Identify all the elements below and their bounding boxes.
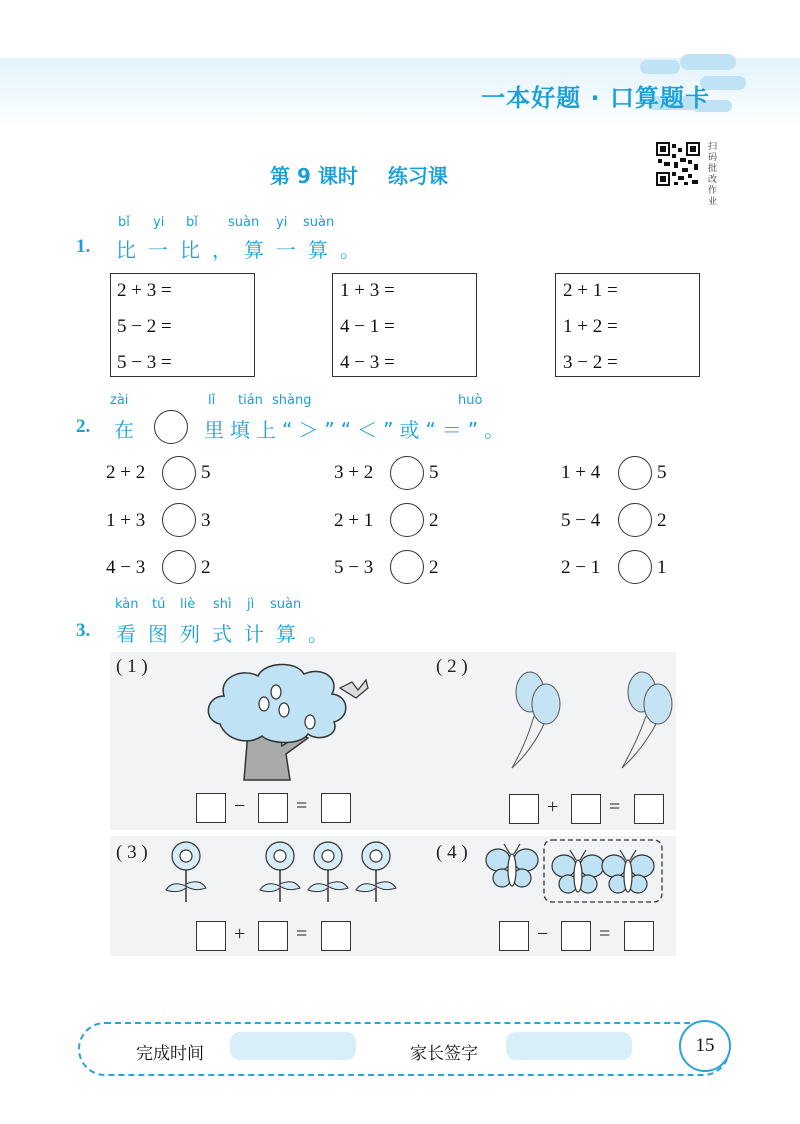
panel-label: ( 3 ) <box>116 842 148 863</box>
butterflies-picture <box>484 838 666 904</box>
equation: 5 − 3 = <box>117 352 172 373</box>
operator-sign: + <box>547 796 559 818</box>
equals-sign: = <box>296 923 308 945</box>
pinyin: bǐ <box>118 215 130 230</box>
equals-sign: = <box>599 923 611 945</box>
compare-right: 5 <box>657 462 667 483</box>
equals-sign: = <box>296 795 308 817</box>
answer-box[interactable] <box>634 794 664 824</box>
lesson-name: 练习课 <box>387 164 448 188</box>
compare-left: 2 + 2 <box>106 462 146 483</box>
answer-box[interactable] <box>509 794 539 824</box>
pinyin: huò <box>458 393 483 408</box>
compare-right: 2 <box>657 510 667 531</box>
tree-birds-picture <box>200 662 380 784</box>
compare-left: 4 − 3 <box>106 557 146 578</box>
cloud-decoration <box>640 60 680 74</box>
answer-box[interactable] <box>624 921 654 951</box>
parent-signature-label: 家长签字 <box>410 1044 478 1064</box>
pinyin: jì <box>247 597 255 612</box>
pinyin: zài <box>110 393 129 408</box>
compare-circle[interactable] <box>390 456 424 490</box>
answer-box[interactable] <box>321 921 351 951</box>
compare-circle[interactable] <box>618 550 652 584</box>
flowers-picture <box>160 840 400 904</box>
compare-right: 3 <box>201 510 211 531</box>
pinyin: lǐ <box>208 393 216 408</box>
example-circle <box>154 410 188 444</box>
answer-box[interactable] <box>499 921 529 951</box>
qr-code-icon[interactable] <box>656 142 700 186</box>
cloud-decoration <box>680 54 736 70</box>
compare-left: 5 − 3 <box>334 557 374 578</box>
equals-sign: = <box>609 796 621 818</box>
compare-circle[interactable] <box>390 503 424 537</box>
panel-label: ( 4 ) <box>436 842 468 863</box>
lesson-title <box>270 160 448 189</box>
pinyin: suàn <box>228 215 260 230</box>
question-number: 2. <box>76 416 91 437</box>
compare-left: 1 + 4 <box>561 462 601 483</box>
operator-sign: + <box>234 923 246 945</box>
compare-left: 2 − 1 <box>561 557 601 578</box>
parent-signature-field[interactable] <box>506 1032 632 1060</box>
compare-right: 5 <box>429 462 439 483</box>
question-text: 在 <box>114 418 146 442</box>
question-text: 比一比，算一算。 <box>116 238 372 262</box>
pinyin: kàn <box>115 597 139 612</box>
balloons-picture <box>496 664 686 774</box>
compare-circle[interactable] <box>618 503 652 537</box>
operator-sign: − <box>234 795 246 817</box>
pinyin: yi <box>153 215 165 230</box>
pinyin: tián <box>238 393 263 408</box>
pinyin: liè <box>180 597 196 612</box>
compare-circle[interactable] <box>162 503 196 537</box>
pinyin: tú <box>152 597 166 612</box>
completion-time-label: 完成时间 <box>136 1044 204 1064</box>
compare-circle[interactable] <box>162 550 196 584</box>
equation: 4 − 1 = <box>340 316 395 337</box>
compare-left: 2 + 1 <box>334 510 374 531</box>
compare-right: 5 <box>201 462 211 483</box>
panel-label: ( 1 ) <box>116 656 148 677</box>
lesson-number: 第 9 课时 <box>270 164 358 188</box>
question-number: 3. <box>76 620 91 641</box>
answer-box[interactable] <box>321 793 351 823</box>
panel-label: ( 2 ) <box>436 656 468 677</box>
equation: 3 − 2 = <box>563 352 618 373</box>
equation: 4 − 3 = <box>340 352 395 373</box>
question-text: 看图列式计算。 <box>116 622 340 646</box>
equation: 1 + 2 = <box>563 316 618 337</box>
pinyin: shì <box>213 597 232 612</box>
question-text: 里填上“＞”“＜”或“＝”。 <box>204 418 511 442</box>
page-number: 15 <box>679 1020 731 1072</box>
completion-time-field[interactable] <box>230 1032 356 1060</box>
answer-box[interactable] <box>258 921 288 951</box>
compare-right: 1 <box>657 557 667 578</box>
pinyin: yi <box>276 215 288 230</box>
equation: 2 + 3 = <box>117 280 172 301</box>
compare-right: 2 <box>429 557 439 578</box>
compare-circle[interactable] <box>618 456 652 490</box>
compare-right: 2 <box>201 557 211 578</box>
compare-left: 5 − 4 <box>561 510 601 531</box>
equation: 1 + 3 = <box>340 280 395 301</box>
question-number: 1. <box>76 236 91 257</box>
answer-box[interactable] <box>561 921 591 951</box>
pinyin: suàn <box>270 597 302 612</box>
pinyin: shàng <box>272 393 312 408</box>
pinyin: bǐ <box>186 215 198 230</box>
answer-box[interactable] <box>258 793 288 823</box>
equation: 2 + 1 = <box>563 280 618 301</box>
compare-left: 3 + 2 <box>334 462 374 483</box>
compare-circle[interactable] <box>162 456 196 490</box>
compare-right: 2 <box>429 510 439 531</box>
equation: 5 − 2 = <box>117 316 172 337</box>
compare-left: 1 + 3 <box>106 510 146 531</box>
answer-box[interactable] <box>196 921 226 951</box>
pinyin: suàn <box>303 215 335 230</box>
answer-box[interactable] <box>196 793 226 823</box>
operator-sign: − <box>537 923 549 945</box>
qr-caption: 扫码批改作业 <box>708 142 718 207</box>
brand-title: 一本好题 · 口算题卡 <box>481 84 710 112</box>
answer-box[interactable] <box>571 794 601 824</box>
compare-circle[interactable] <box>390 550 424 584</box>
